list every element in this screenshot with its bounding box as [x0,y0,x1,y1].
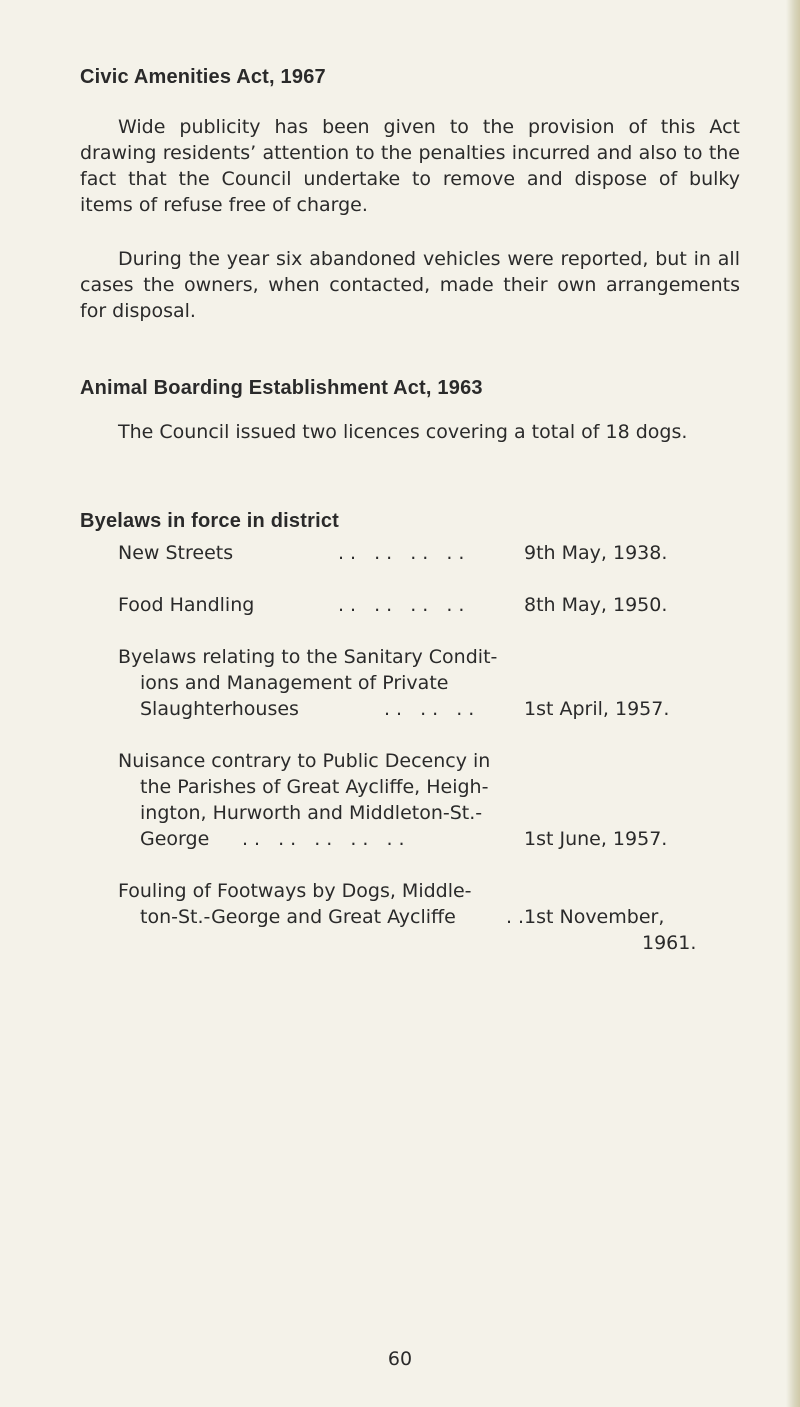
byelaw-row [80,748,740,852]
civic-amenities-paragraph-2: During the year six abandoned vehicles were reported, but in all cases the owners, when contacted, made their own arrangements for disposal. [80,248,740,322]
byelaw-title: New Streets .. .. .. .. [118,542,471,564]
byelaw-row [80,644,740,722]
byelaw-date: 9th May, 1938. [524,542,668,564]
byelaws-heading: Byelaws in force in district [80,510,340,532]
byelaw-date: 1st June, 1957. [524,828,668,850]
page-number: 60 [387,1348,413,1370]
byelaw-date: 8th May, 1950. [524,594,668,616]
byelaw-date: 1st November, 1961. [524,906,697,954]
byelaw-row [80,540,740,566]
byelaw-date: 1st April, 1957. [524,698,670,720]
byelaw-title: Byelaws relating to the Sanitary Condit- ions and Management of Private Slaughterhouses .. .. .. [118,646,498,720]
animal-boarding-paragraph: The Council issued two licences covering a total of 18 dogs. [118,421,688,443]
byelaw-row [80,878,740,954]
page-edge-shadow [786,0,800,1407]
civic-amenities-heading: Civic Amenities Act, 1967 [80,66,326,88]
byelaw-title: Nuisance contrary to Public Decency in the Parishes of Great Aycliffe, Heigh- ington, Hurworth and Middleton-St.- George .. .. .. .. .. [118,750,491,850]
animal-boarding-heading: Animal Boarding Establishment Act, 1963 [80,377,483,399]
byelaw-row [80,592,740,618]
byelaw-title: Fouling of Footways by Dogs, Middle- ton-St.-George and Great Aycliffe .. [118,880,531,928]
byelaw-title: Food Handling .. .. .. .. [118,594,471,616]
civic-amenities-paragraph-1: Wide publicity has been given to the provision of this Act drawing residents’ attention to the penalties incurred and also to the fact that the Council undertake to remove and dispose of bulky items of refuse free of charge. [80,116,740,216]
